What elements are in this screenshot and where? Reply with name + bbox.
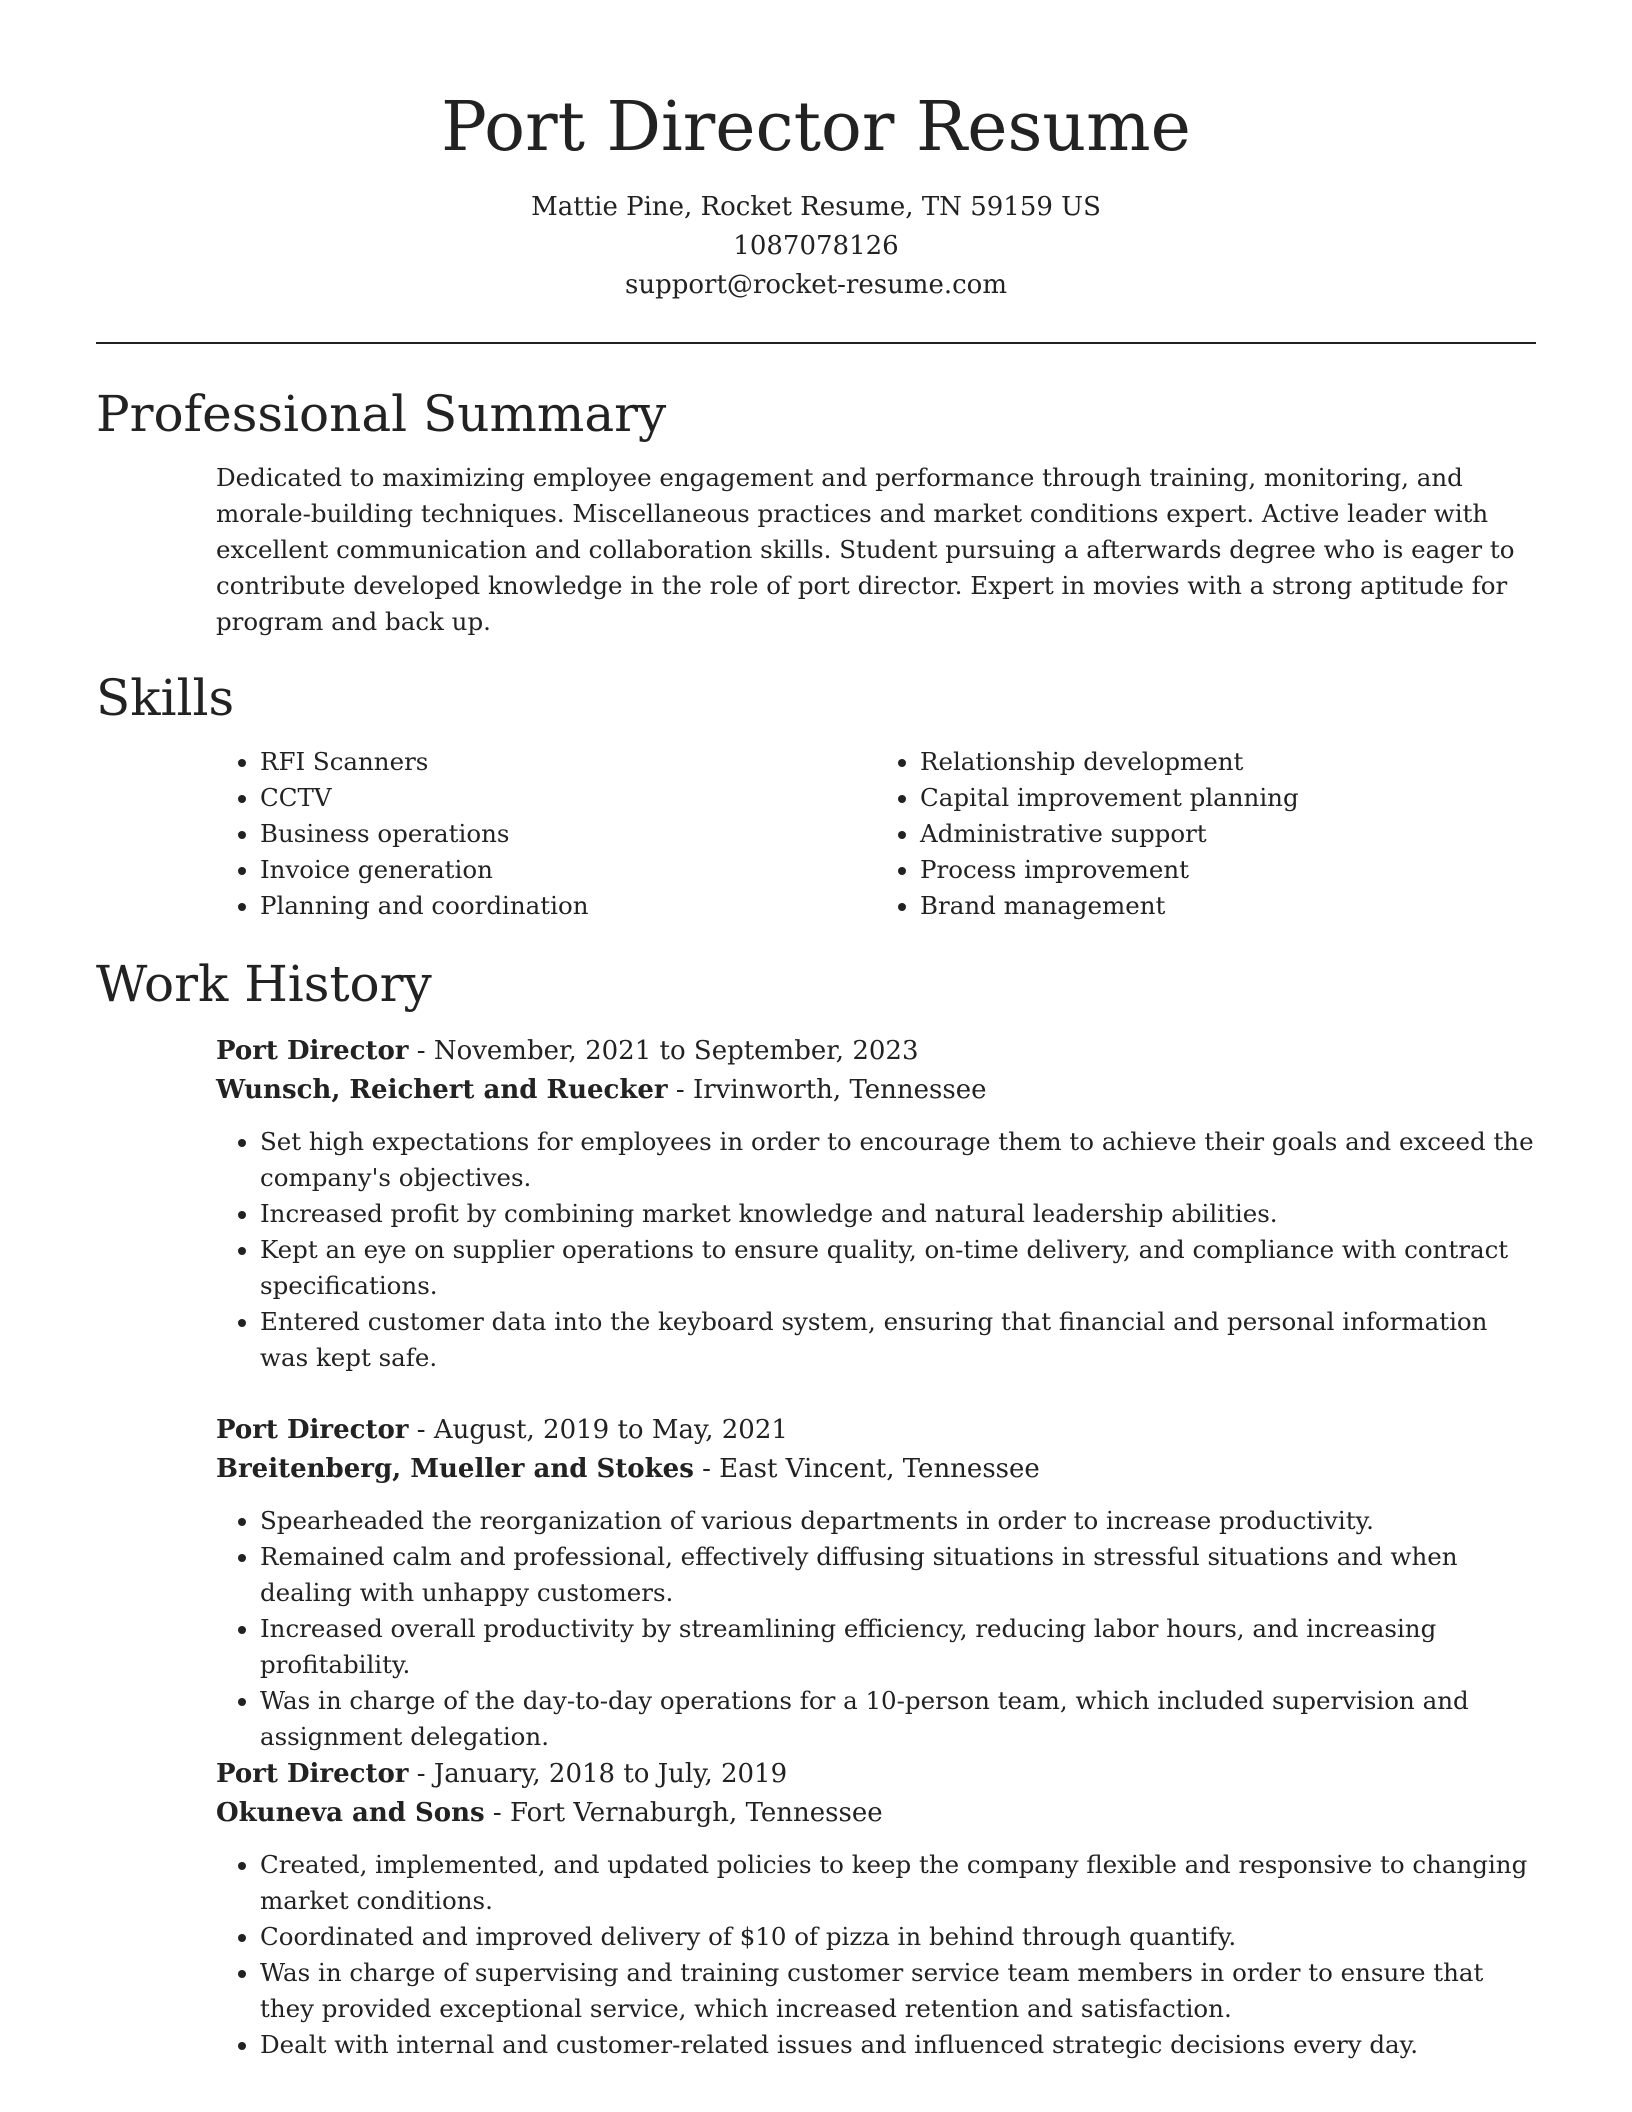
job-title-line [216, 1755, 1536, 1794]
job-dates: - January, 2018 to July, 2019 [408, 1759, 788, 1789]
skill-item: • CCTV [260, 780, 876, 816]
work-heading: Work History [96, 955, 432, 1013]
job-title: Port Director [216, 1036, 409, 1066]
skill-item: • Business operations [260, 816, 876, 852]
job-location: - Fort Vernaburgh, Tennessee [484, 1798, 883, 1828]
skill-item: • Process improvement [920, 852, 1536, 888]
duty-item: • Was in charge of supervising and training customer service team members in order to ensure that they provided exceptional service, which increased retention and satisfaction. [260, 1955, 1536, 2027]
duty-item: • Entered customer data into the keyboard system, ensuring that financial and personal information was kept safe. [260, 1304, 1536, 1376]
duty-item: • Was in charge of the day-to-day operations for a 10-person team, which included supervision and assignment delegation. [260, 1683, 1536, 1755]
duty-item: • Dealt with internal and customer-related issues and influenced strategic decisions every day. [260, 2027, 1536, 2063]
contact-address: Mattie Pine, Rocket Resume, TN 59159 US [531, 192, 1101, 222]
duty-item: • Set high expectations for employees in order to encourage them to achieve their goals and exceed the company's objectives. [260, 1124, 1536, 1196]
job-company-line [216, 1794, 1536, 1833]
skill-item: • Invoice generation [260, 852, 876, 888]
skill-item: • Relationship development [920, 744, 1536, 780]
job-company: Wunsch, Reichert and Ruecker [216, 1075, 668, 1105]
summary-text: Dedicated to maximizing employee engagement and performance through training, monitoring, and morale-building techniques. Miscellaneous practices and market conditions expert. Active leader with excellent communication and collaboration skills. Student pursuing a afterwards degree who is eager to contribute developed knowledge in the role of port director. Expert in movies with a strong aptitude for program and back up. [216, 463, 1515, 636]
skills-section [96, 666, 1536, 924]
duty-item: • Created, implemented, and updated policies to keep the company flexible and responsive to changing market conditions. [260, 1847, 1536, 1919]
job-title: Port Director [216, 1759, 409, 1789]
duty-item: • Remained calm and professional, effectively diffusing situations in stressful situations and when dealing with unhappy customers. [260, 1539, 1536, 1611]
skills-grid [216, 744, 1536, 924]
contact-block [96, 188, 1536, 305]
duty-item: • Increased profit by combining market knowledge and natural leadership abilities. [260, 1196, 1536, 1232]
job-company: Okuneva and Sons [216, 1798, 485, 1828]
contact-email: support@rocket-resume.com [624, 270, 1007, 300]
skill-item: • Administrative support [920, 816, 1536, 852]
job-dates: - November, 2021 to September, 2023 [408, 1036, 919, 1066]
job-entry [216, 1411, 1536, 1755]
header-divider [96, 342, 1536, 344]
job-dates: - August, 2019 to May, 2021 [408, 1415, 788, 1445]
summary-section [96, 382, 1536, 640]
duty-item: • Spearheaded the reorganization of various departments in order to increase productivity. [260, 1503, 1536, 1539]
job-duties [216, 1847, 1536, 2063]
job-entry [216, 1755, 1536, 2063]
job-company: Breitenberg, Mueller and Stokes [216, 1454, 694, 1484]
job-company-line [216, 1071, 1536, 1110]
job-title-line [216, 1411, 1536, 1450]
skill-item: • RFI Scanners [260, 744, 876, 780]
work-section [96, 952, 1536, 1016]
job-entry [216, 1032, 1536, 1376]
job-location: - East Vincent, Tennessee [693, 1454, 1040, 1484]
skills-heading: Skills [96, 669, 235, 727]
duty-item: • Kept an eye on supplier operations to ensure quality, on-time delivery, and compliance with contract specifications. [260, 1232, 1536, 1304]
job-company-line [216, 1450, 1536, 1489]
skill-item: • Brand management [920, 888, 1536, 924]
skill-item: • Capital improvement planning [920, 780, 1536, 816]
job-duties [216, 1124, 1536, 1376]
contact-phone: 1087078126 [733, 231, 899, 261]
skills-column-left [216, 744, 876, 924]
job-title: Port Director [216, 1415, 409, 1445]
job-title-line [216, 1032, 1536, 1071]
resume-title: Port Director Resume [441, 88, 1191, 167]
duty-item: • Increased overall productivity by streamlining efficiency, reducing labor hours, and increasing profitability. [260, 1611, 1536, 1683]
duty-item: • Coordinated and improved delivery of $10 of pizza in behind through quantify. [260, 1919, 1536, 1955]
skills-column-right [876, 744, 1536, 924]
job-duties [216, 1503, 1536, 1755]
skill-item: • Planning and coordination [260, 888, 876, 924]
job-location: - Irvinworth, Tennessee [667, 1075, 987, 1105]
summary-heading: Professional Summary [96, 385, 667, 443]
resume-header [96, 80, 1536, 305]
